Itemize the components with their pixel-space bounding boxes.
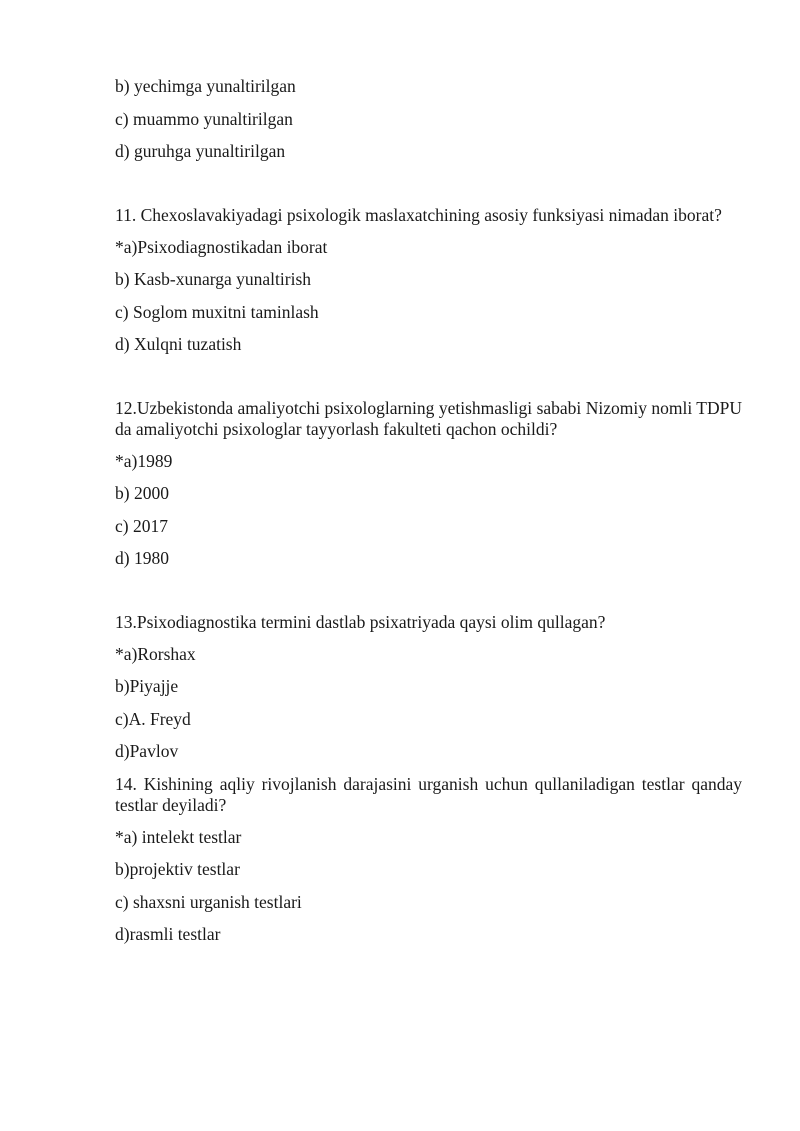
q12-option-b: b) 2000 xyxy=(115,483,169,503)
q11-option-b: b) Kasb-xunarga yunaltirish xyxy=(115,269,312,289)
q12-option-d: d) 1980 xyxy=(115,548,169,568)
question-13: 13.Psixodiagnostika termini dastlab psixatriyada qaysi olim qullagan? xyxy=(115,611,606,632)
q11-option-d: d) Xulqni tuzatish xyxy=(115,334,242,354)
q13-option-b: b)Piyajje xyxy=(115,676,179,696)
test-content xyxy=(115,76,742,957)
option-c: c) muammo yunaltirilgan xyxy=(115,108,293,129)
q12-option-c: c) 2017 xyxy=(115,515,168,536)
q13-option-d: d)Pavlov xyxy=(115,741,179,761)
option-b: b) yechimga yunaltirilgan xyxy=(115,76,296,96)
q13-option-a: *a)Rorshax xyxy=(115,643,196,664)
question-14: 14. Kishining aqliy rivojlanish darajasini urganish uchun qullaniladigan testlar qanday testlar deyiladi? xyxy=(115,773,742,815)
q12-option-a: *a)1989 xyxy=(115,450,173,471)
q13-option-c: c)A. Freyd xyxy=(115,708,191,729)
option-d: d) guruhga yunaltirilgan xyxy=(115,141,286,161)
q11-option-c: c) Soglom muxitni taminlash xyxy=(115,301,319,322)
q14-option-a: *a) intelekt testlar xyxy=(115,826,242,847)
q14-option-c: c) shaxsni urganish testlari xyxy=(115,891,302,912)
question-11: 11. Chexoslavakiyadagi psixologik maslaxatchining asosiy funksiyasi nimadan iborat? xyxy=(115,204,722,225)
q14-option-d: d)rasmli testlar xyxy=(115,924,221,944)
q14-option-b: b)projektiv testlar xyxy=(115,859,240,879)
q11-option-a: *a)Psixodiagnostikadan iborat xyxy=(115,236,328,257)
question-12: 12.Uzbekistonda amaliyotchi psixologlarning yetishmasligi sababi Nizomiy nomli TDPU da amaliyotchi psixologlar tayyorlash fakulteti qachon ochildi? xyxy=(115,397,742,439)
